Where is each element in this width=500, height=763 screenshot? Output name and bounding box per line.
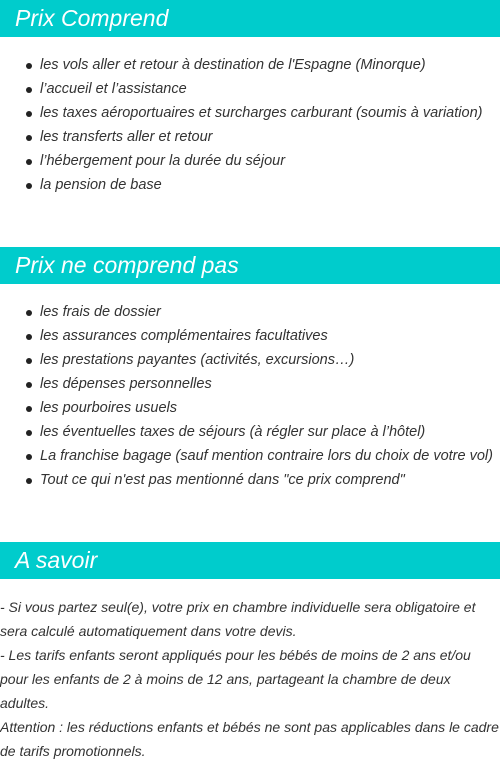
list-item: les frais de dossier [0, 300, 493, 324]
bullet-icon [26, 87, 32, 93]
list-item: les transferts aller et retour [0, 125, 482, 149]
info-paragraph: - Les tarifs enfants seront appliqués pour les bébés de moins de 2 ans et/ou pour les enfants de 2 à moins de 12 ans, partageant la chambre de deux adultes. [0, 647, 471, 711]
bullet-icon [26, 159, 32, 165]
bullet-icon [26, 63, 32, 69]
section-header-info [0, 542, 500, 579]
bullet-icon [26, 334, 32, 340]
list-item: l’accueil et l’assistance [0, 77, 482, 101]
list-item: l’hébergement pour la durée du séjour [0, 149, 482, 173]
section-title-info: A savoir [15, 547, 98, 573]
excluded-list [0, 300, 493, 492]
bullet-icon [26, 454, 32, 460]
list-item: les taxes aéroportuaires et surcharges carburant (soumis à variation) [0, 101, 482, 125]
bullet-icon [26, 111, 32, 117]
bullet-icon [26, 135, 32, 141]
list-item: les dépenses personnelles [0, 372, 493, 396]
info-paragraph: Attention : les réductions enfants et bébés ne sont pas applicables dans le cadre de tarifs promotionnels. [0, 719, 499, 759]
bullet-icon [26, 478, 32, 484]
bullet-icon [26, 183, 32, 189]
list-item: la pension de base [0, 173, 482, 197]
info-notes [0, 595, 500, 763]
section-title-excluded: Prix ne comprend pas [15, 252, 239, 278]
list-item: les prestations payantes (activités, excursions…) [0, 348, 493, 372]
list-item: les pourboires usuels [0, 396, 493, 420]
list-item: les éventuelles taxes de séjours (à régler sur place à l’hôtel) [0, 420, 493, 444]
bullet-icon [26, 358, 32, 364]
list-item: La franchise bagage (sauf mention contraire lors du choix de votre vol) [0, 444, 493, 468]
bullet-icon [26, 310, 32, 316]
bullet-icon [26, 406, 32, 412]
section-header-included [0, 0, 500, 37]
list-item: les vols aller et retour à destination de l'Espagne (Minorque) [0, 53, 482, 77]
included-list [0, 53, 482, 197]
section-title-included: Prix Comprend [15, 5, 169, 31]
bullet-icon [26, 382, 32, 388]
bullet-icon [26, 430, 32, 436]
list-item: les assurances complémentaires facultatives [0, 324, 493, 348]
section-header-excluded [0, 247, 500, 284]
list-item: Tout ce qui n'est pas mentionné dans "ce prix comprend" [0, 468, 493, 492]
info-paragraph: - Si vous partez seul(e), votre prix en chambre individuelle sera obligatoire et sera calculé automatiquement dans votre devis. [0, 599, 476, 639]
